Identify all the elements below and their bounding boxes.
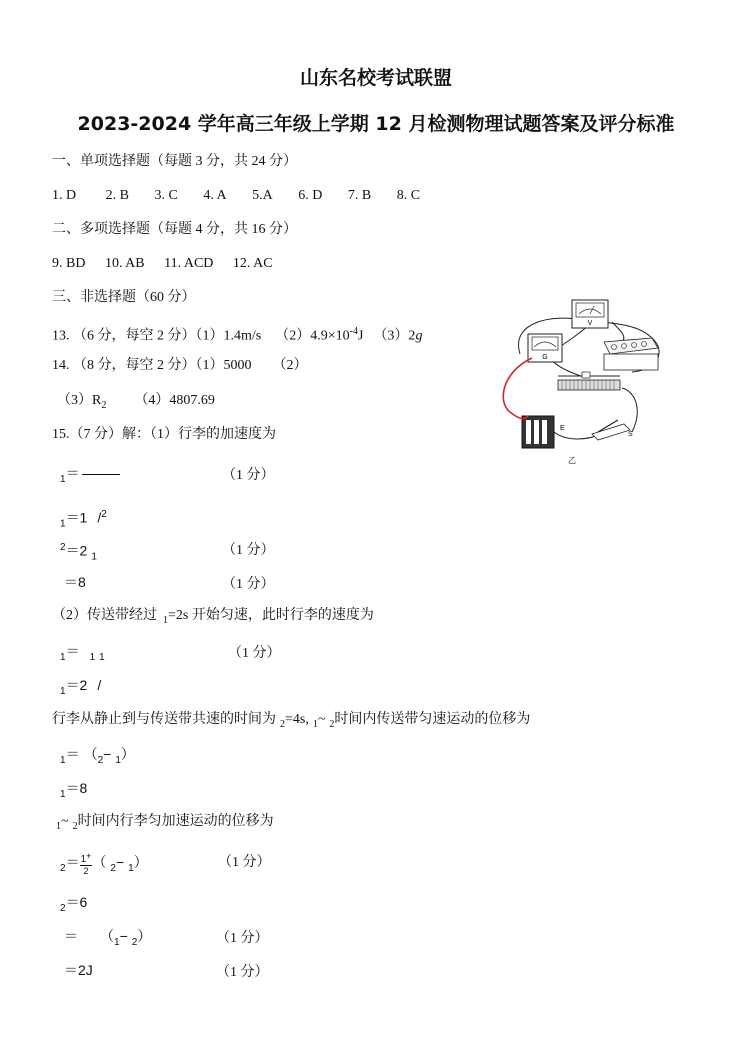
- q14-line2: $(3)R_2$ （4）4807.69: [57, 393, 215, 411]
- section2-heading: 二、多项选择题（每题 4 分，共 16 分）: [52, 222, 297, 237]
- q15-eq9: $_2$＝ $\frac{_1+}{2}$ （ $_2$− $_1$）: [60, 851, 148, 876]
- q15-point-3: （1 分）: [222, 577, 275, 592]
- switch-icon: [592, 420, 633, 440]
- svg-text:G: G: [542, 354, 548, 361]
- answer-4: 4. A: [203, 188, 227, 203]
- q14-line1: 14. （8 分，每空 2 分）（1）5000 （2）: [52, 358, 308, 373]
- q15-part2: （2）传送带经过 $_1$=2s 开始匀速，此时行李的速度为: [52, 608, 374, 626]
- q15-eq12: ＝2J: [64, 962, 93, 978]
- q15-eq1: $_1$＝: [60, 464, 120, 489]
- svg-text:E: E: [560, 425, 565, 432]
- figure-label: 乙: [568, 456, 576, 465]
- red-wire: [503, 358, 532, 419]
- q15-intro: 15.（7 分）解：（1）行李的加速度为: [52, 427, 276, 442]
- answer-2: 2. B: [105, 188, 129, 203]
- section1-heading: 一、单项选择题（每题 3 分，共 24 分）: [52, 154, 297, 169]
- svg-text:V: V: [587, 320, 593, 327]
- q15-point-6: （1 分）: [216, 931, 269, 946]
- q15-eq11: ＝ $(_1- _2)$: [64, 928, 152, 948]
- section2-answers: [52, 255, 273, 273]
- circuit-figure: [492, 292, 666, 470]
- section3-heading: 三、非选择题（60 分）: [52, 290, 196, 305]
- q15-eq10: $_2$＝6: [60, 894, 88, 914]
- answer-9: 9. BD: [52, 256, 86, 271]
- galvanometer-icon: [528, 334, 562, 362]
- q15-text-b: $_1$~ $_2$时间内行李匀加速运动的位移为: [56, 814, 274, 832]
- q15-point-7: （1 分）: [216, 965, 269, 980]
- q15-eq3: $^2$＝2 $_1$: [60, 542, 97, 563]
- answer-8: 8. C: [396, 188, 421, 203]
- answer-10: 10. AB: [104, 256, 145, 271]
- q15-point-1: （1 分）: [222, 468, 275, 483]
- q15-eq6: $_1$＝2 /: [60, 677, 102, 697]
- q15-point-4: （1 分）: [228, 646, 281, 661]
- answer-5: 5.A: [252, 188, 273, 203]
- answer-7: 7. B: [347, 188, 372, 203]
- page-subtitle: 2023-2024 学年高三年级上学期 12 月检测物理试题答案及评分标准: [77, 113, 675, 135]
- answer-11: 11. ACD: [164, 256, 214, 271]
- q15-eq2: $_1$＝1 /$^2$: [60, 509, 107, 530]
- q15-eq4: ＝8: [64, 574, 86, 590]
- q15-eq7: $_1= (_2- _1)$: [60, 746, 135, 766]
- rheostat-icon: [558, 372, 620, 390]
- q13-answer: 13. （6 分，每空 2 分）（1）1.4m/s $(2)4.9\times 10^{-4}J$ （3）2g: [52, 326, 423, 344]
- svg-text:S: S: [628, 431, 633, 438]
- q15-eq5: $_1$＝ $_1$ $_1$: [60, 643, 105, 663]
- q15-text-a: 行李从静止到与传送带共速的时间为 $_2$=4s, $_1$~ $_2$时间内传送带匀速运动的位移为: [52, 712, 531, 730]
- battery-icon: [522, 416, 565, 448]
- answer-3: 3. C: [154, 188, 178, 203]
- q15-point-2: （1 分）: [222, 543, 275, 558]
- answer-12: 12. AC: [232, 256, 273, 271]
- voltmeter-icon: [572, 300, 608, 328]
- q15-point-5: （1 分）: [218, 855, 271, 870]
- section1-answers: [52, 187, 420, 205]
- page-title: 山东名校考试联盟: [299, 67, 452, 89]
- q15-eq8: $_1$＝8: [60, 780, 88, 800]
- resistance-box-icon: [604, 338, 658, 370]
- answer-6: 6. D: [298, 188, 323, 203]
- answer-1: 1. D: [52, 188, 77, 203]
